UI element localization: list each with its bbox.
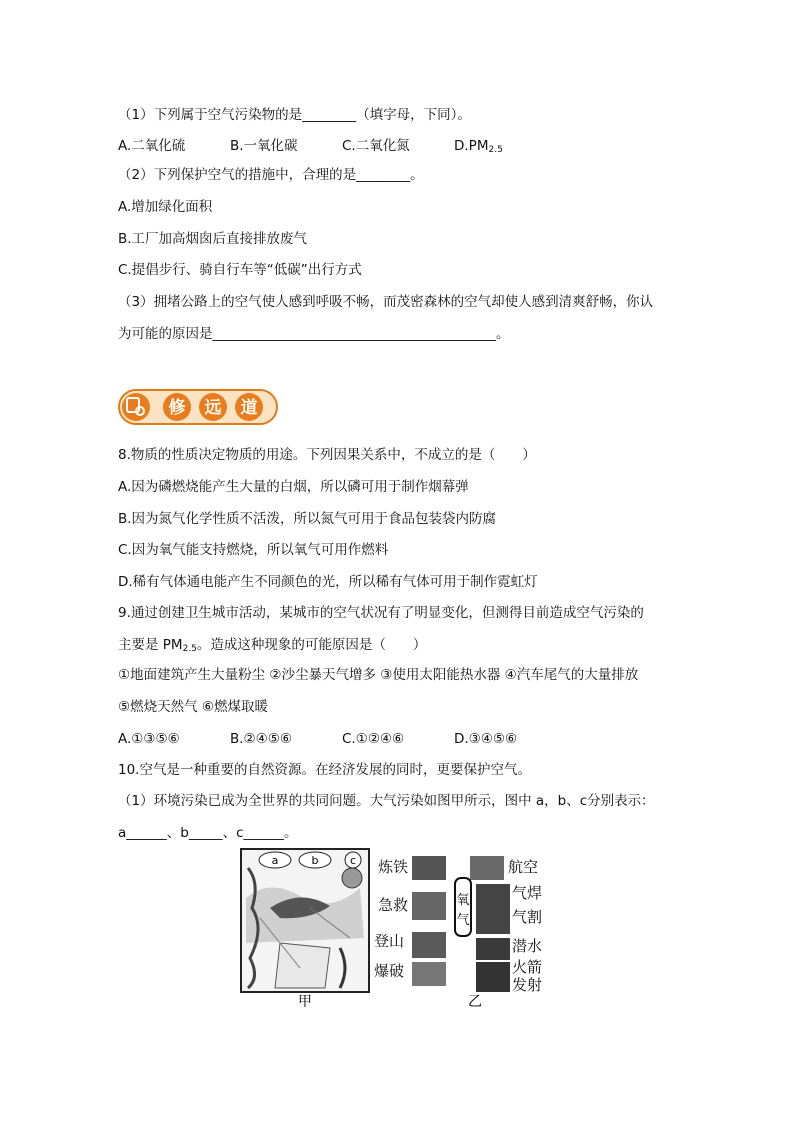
banner-char-3: 道 [240, 398, 258, 418]
banner-char-2: 远 [204, 398, 222, 418]
use-blasting: 爆破 [374, 962, 405, 980]
use-launch: 发射 [512, 976, 543, 994]
q7-part1-options [118, 137, 503, 159]
q7-part3-line2: 为可能的原因是__________________________________________。 [118, 326, 510, 342]
option-a: A.二氧化硫 [118, 138, 186, 154]
label-c: c [349, 854, 357, 867]
use-diving: 潜水 [512, 937, 543, 955]
oxygen-char-1: 氧 [456, 893, 470, 908]
option-b: B.②④⑤⑥ [230, 731, 292, 747]
q7-part2: （2）下列保护空气的措施中，合理的是________。 [118, 167, 424, 183]
option-b: B.一氧化碳 [230, 138, 298, 154]
q9-items-line1: ①地面建筑产生大量粉尘 ②沙尘暴天气增多 ③使用太阳能热水器 ④汽车尾气的大量排放 [118, 667, 639, 683]
q7-part2-option-c: C.提倡步行、骑自行车等“低碳”出行方式 [118, 262, 362, 278]
q9-options [118, 730, 517, 748]
oxygen-char-2: 气 [456, 913, 470, 928]
q8-option-a: A.因为磷燃烧能产生大量的白烟，所以磷可用于制作烟幕弹 [118, 479, 469, 495]
q10-part1: （1）环境污染已成为全世界的共同问题。大气污染如图甲所示，图中 a，b、c分别表示： [118, 793, 655, 809]
oxygen-uses-chart [374, 856, 542, 994]
q7-part2-option-b: B.工厂加高烟囱后直接排放废气 [118, 231, 308, 247]
q10-blanks: a______、b_____、c______。 [118, 825, 298, 841]
use-mountaineering: 登山 [374, 932, 405, 950]
use-gas-cutting: 气割 [512, 908, 543, 926]
use-aviation: 航空 [508, 858, 539, 876]
option-c: C.二氧化氮 [342, 138, 410, 154]
q9-stem-line1: 9.通过创建卫生城市活动，某城市的空气状况有了明显变化，但测得目前造成空气污染的 [118, 605, 644, 621]
banner-char-1: 修 [168, 398, 186, 418]
q9-items-line2: ⑤燃烧天然气 ⑥燃煤取暖 [118, 699, 268, 715]
option-d: D.③④⑤⑥ [454, 731, 518, 747]
q8-option-b: B.因为氮气化学性质不活泼，所以氮气可用于食品包装袋内防腐 [118, 511, 497, 527]
option-d: $D.PM_{2.5}$ [454, 138, 503, 155]
label-yi: 乙 [468, 994, 482, 1008]
q8-stem: 8.物质的性质决定物质的用途。下列因果关系中，不成立的是（ ） [118, 447, 536, 463]
q8-option-d: D.稀有气体通电能产生不同颜色的光，所以稀有气体可用于制作霓虹灯 [118, 574, 538, 590]
q7-part3-line1: （3）拥堵公路上的空气使人感到呼吸不畅，而茂密森林的空气却使人感到清爽舒畅，你认 [118, 294, 654, 310]
option-a: A.①③⑤⑥ [118, 731, 180, 747]
banner-logo-icon [122, 393, 150, 421]
label-b: b [311, 854, 319, 867]
pollution-illustration [241, 849, 369, 992]
use-rocket: 火箭 [512, 958, 543, 976]
figure-jia-yi [240, 848, 558, 1008]
use-smelting: 炼铁 [378, 858, 409, 876]
q9-stem-line2: 主要是 $PM_{2.5}$。造成这种现象的可能原因是（ ） [118, 637, 427, 654]
label-a: a [271, 854, 279, 867]
q7-part1: （1）下列属于空气污染物的是________（填字母，下同）。 [118, 107, 471, 123]
q8-option-c: C.因为氧气能支持燃烧，所以氧气可用作燃料 [118, 542, 389, 558]
section-banner [118, 387, 278, 427]
use-first-aid: 急救 [378, 896, 409, 914]
label-jia: 甲 [298, 994, 312, 1008]
use-gas-welding: 气焊 [512, 884, 543, 902]
q10-stem: 10.空气是一种重要的自然资源。在经济发展的同时，更要保护空气。 [118, 762, 531, 778]
q7-part2-option-a: A.增加绿化面积 [118, 199, 213, 215]
option-c: C.①②④⑥ [342, 731, 405, 747]
